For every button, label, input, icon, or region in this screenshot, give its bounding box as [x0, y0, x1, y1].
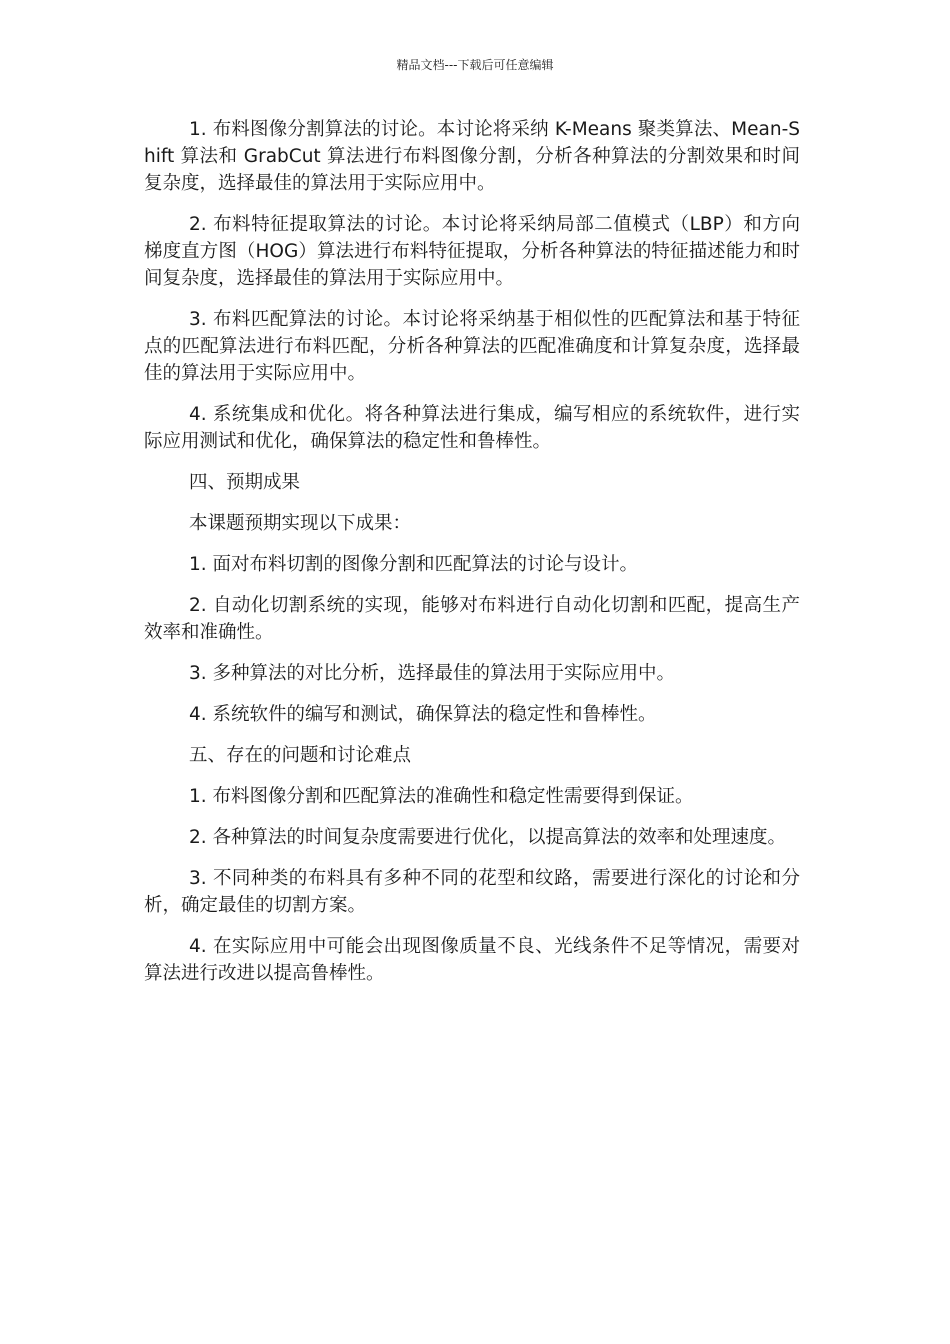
- list-item-problem-4: 4. 在实际应用中可能会出现图像质量不良、光线条件不足等情况，需要对算法进行改进以提高鲁棒性。: [144, 936, 800, 984]
- list-item-expected-1: 1. 面对布料切割的图像分割和匹配算法的讨论与设计。: [189, 554, 639, 575]
- page-header: 精品文档---下载后可任意编辑: [396, 58, 554, 72]
- list-item-expected-4: 4. 系统软件的编写和测试，确保算法的稳定性和鲁棒性。: [189, 704, 657, 725]
- paragraph-research-matching: 3. 布料匹配算法的讨论。本讨论将采纳基于相似性的匹配算法和基于特征点的匹配算法进行布料匹配，分析各种算法的匹配准确度和计算复杂度，选择最佳的算法用于实际应用中。: [144, 309, 800, 384]
- list-item-problem-1: 1. 布料图像分割和匹配算法的准确性和稳定性需要得到保证。: [189, 786, 694, 807]
- list-item-expected-2: 2. 自动化切割系统的实现，能够对布料进行自动化切割和匹配，提高生产效率和准确性。: [144, 595, 800, 643]
- paragraph-research-segmentation: 1. 布料图像分割算法的讨论。本讨论将采纳 K-Means 聚类算法、Mean-Shift 算法和 GrabCut 算法进行布料图像分割，分析各种算法的分割效果和时间复杂度，选择最佳的算法用于实际应用中。: [144, 119, 800, 194]
- paragraph-research-feature-extraction: 2. 布料特征提取算法的讨论。本讨论将采纳局部二值模式（LBP）和方向梯度直方图（HOG）算法进行布料特征提取，分析各种算法的特征描述能力和时间复杂度，选择最佳的算法用于实际应用中。: [144, 214, 800, 289]
- section-heading-expected-results: 四、预期成果: [189, 472, 301, 493]
- section-heading-problems: 五、存在的问题和讨论难点: [189, 745, 412, 766]
- document-body: [144, 116, 800, 1001]
- list-item-expected-3: 3. 多种算法的对比分析，选择最佳的算法用于实际应用中。: [189, 663, 676, 684]
- paragraph-expected-intro: 本课题预期实现以下成果：: [189, 513, 412, 534]
- list-item-problem-2: 2. 各种算法的时间复杂度需要进行优化，以提高算法的效率和处理速度。: [189, 827, 787, 848]
- list-item-problem-3: 3. 不同种类的布料具有多种不同的花型和纹路，需要进行深化的讨论和分析，确定最佳的切割方案。: [144, 868, 800, 916]
- paragraph-system-integration: 4. 系统集成和优化。将各种算法进行集成，编写相应的系统软件，进行实际应用测试和优化，确保算法的稳定性和鲁棒性。: [144, 404, 800, 452]
